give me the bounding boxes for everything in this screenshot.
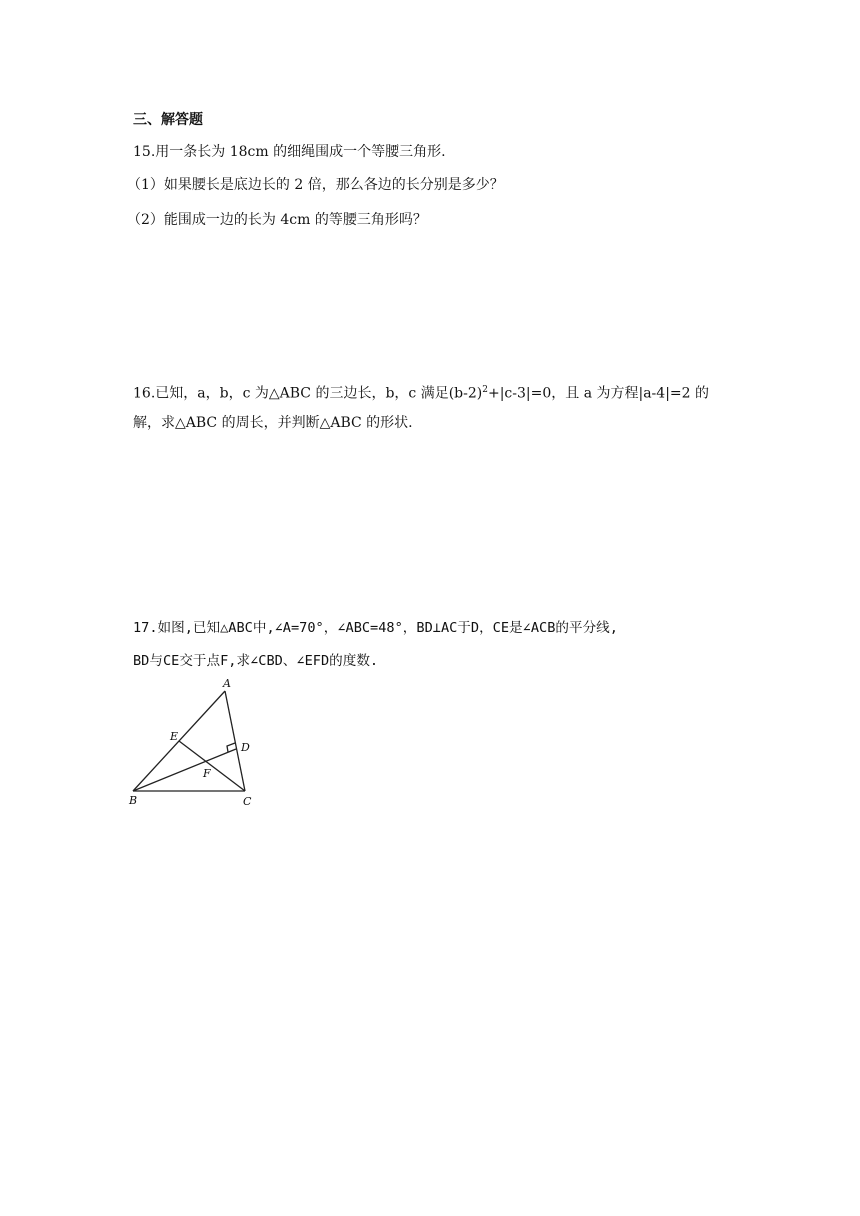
q15-stem: 15.用一条长为 18cm 的细绳围成一个等腰三角形.	[133, 144, 446, 160]
label-c: C	[243, 795, 252, 808]
label-b: B	[129, 794, 138, 807]
q15-part1: （1）如果腰长是底边长的 2 倍，那么各边的长分别是多少？	[127, 177, 504, 193]
segment-bd	[133, 749, 236, 791]
q15-part2: （2）能围成一边的长为 4cm 的等腰三角形吗？	[127, 212, 427, 228]
q16-line1-before: 16.已知，a，b，c 为△ABC 的三边长，b，c 满足(b-2)	[133, 385, 483, 402]
triangle-figure	[120, 676, 260, 816]
q16-line1-after: +|c-3|=0，且 a 为方程|a-4|=2 的	[487, 385, 710, 402]
label-d: D	[241, 741, 250, 754]
q17-line2: BD与CE交于点F,求∠CBD、∠EFD的度数.	[133, 653, 379, 669]
q17-line1: 17.如图,已知△ABC中,∠A=70°，∠ABC=48°，BD⊥AC于D，CE是∠ACB的平分线,	[133, 620, 618, 636]
label-f: F	[203, 767, 211, 780]
label-a: A	[223, 677, 231, 690]
segment-ce	[179, 741, 245, 791]
section-title: 三、解答题	[133, 112, 203, 128]
label-e: E	[170, 730, 179, 743]
q16-exponent: 2	[482, 385, 488, 395]
q16-line2: 解，求△ABC 的周长，并判断△ABC 的形状.	[133, 415, 413, 431]
q16-line1	[133, 380, 709, 404]
